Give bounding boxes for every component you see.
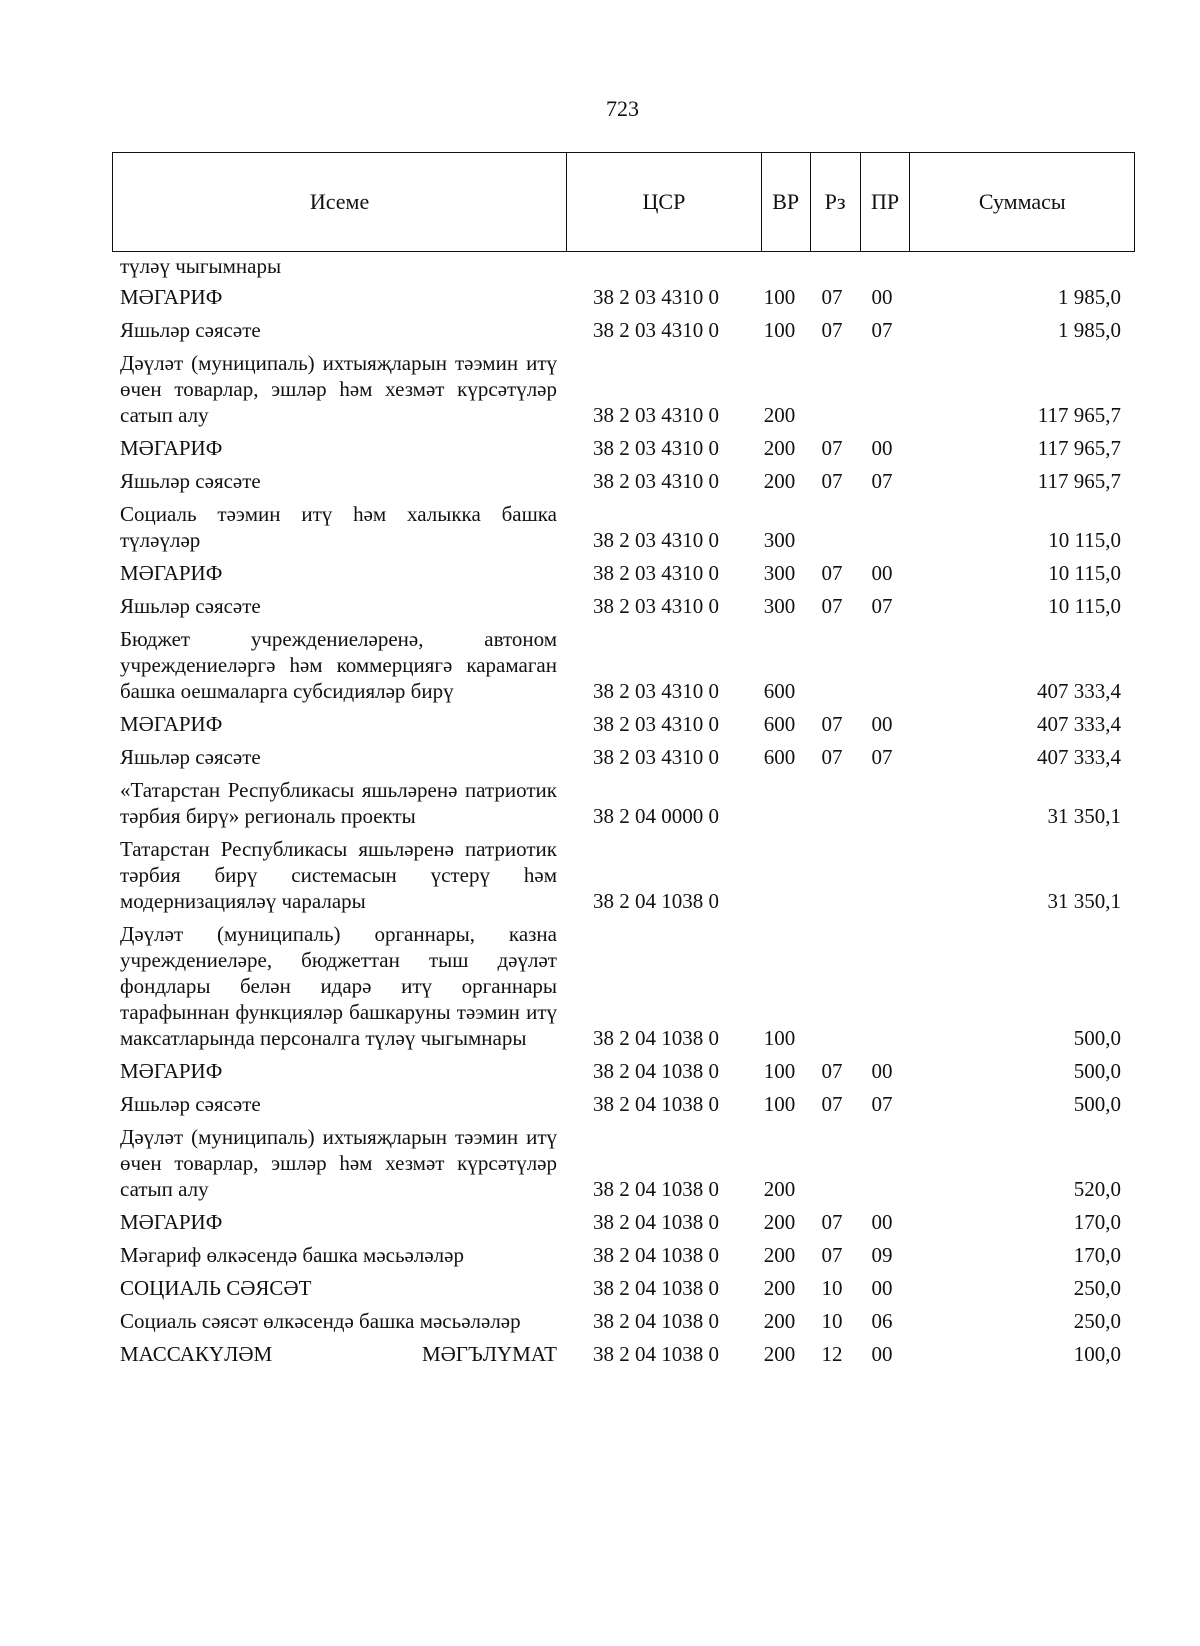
row-sum: 407 333,4 <box>1037 712 1121 736</box>
row-sum: 500,0 <box>1073 1092 1121 1116</box>
row-vr: 200 <box>763 1243 796 1267</box>
row-csr: 38 2 04 1038 0 <box>593 889 719 913</box>
row-sum: 407 333,4 <box>1037 679 1121 703</box>
row-vr: 600 <box>763 712 796 736</box>
row-sum: 1 985,0 <box>1058 318 1121 342</box>
continued-text: түләү чыгымнары <box>120 254 282 278</box>
row-name: Дәүләт (муниципаль) ихтыяҗларын тәэмин итү өчен товарлар, эшләр һәм хезмәт күрсәтүләр сатып алу <box>120 1125 557 1201</box>
row-name: Дәүләт (муниципаль) ихтыяҗларын тәэмин итү өчен товарлар, эшләр һәм хезмәт күрсәтүләр сатып алу <box>120 351 557 427</box>
table-row <box>112 1308 1135 1334</box>
row-csr: 38 2 03 4310 0 <box>593 712 719 736</box>
row-pr: 00 <box>871 712 893 736</box>
row-name: МӘГАРИФ <box>120 285 223 309</box>
row-csr: 38 2 04 1038 0 <box>593 1026 719 1050</box>
row-csr: 38 2 03 4310 0 <box>593 403 719 427</box>
table-row <box>112 1209 1135 1235</box>
row-vr: 600 <box>763 745 796 769</box>
row-vr: 300 <box>763 594 796 618</box>
row-name: Яшьләр сәясәте <box>120 594 261 618</box>
row-pr: 00 <box>871 285 893 309</box>
table-row <box>112 921 1135 1051</box>
row-csr: 38 2 04 1038 0 <box>593 1276 719 1300</box>
row-vr: 200 <box>763 1177 796 1201</box>
row-rz: 07 <box>821 318 843 342</box>
row-pr: 09 <box>871 1243 893 1267</box>
header-vr: ВР <box>762 153 811 251</box>
row-rz: 10 <box>821 1309 843 1333</box>
row-name: Яшьләр сәясәте <box>120 745 261 769</box>
row-sum: 500,0 <box>1073 1026 1121 1050</box>
row-vr: 100 <box>763 318 796 342</box>
row-name: «Татарстан Республикасы яшьләренә патриотик тәрбия бирү» региональ проекты <box>120 778 557 828</box>
row-name: МӘГАРИФ <box>120 436 223 460</box>
table-row <box>112 350 1135 428</box>
row-rz: 10 <box>821 1276 843 1300</box>
table-row <box>112 284 1135 310</box>
row-sum: 117 965,7 <box>1037 436 1121 460</box>
row-csr: 38 2 03 4310 0 <box>593 561 719 585</box>
row-sum: 407 333,4 <box>1037 745 1121 769</box>
row-csr: 38 2 03 4310 0 <box>593 285 719 309</box>
row-pr: 00 <box>871 436 893 460</box>
row-name: МАССАКҮЛӘМ МӘГЪЛҮМАТ <box>120 1342 557 1366</box>
row-name: Татарстан Республикасы яшьләренә патриотик тәрбия бирү системасын үстерү һәм модернизацияләү чаралары <box>120 837 557 913</box>
row-vr: 200 <box>763 436 796 460</box>
row-vr: 100 <box>763 1092 796 1116</box>
row-rz: 07 <box>821 285 843 309</box>
row-vr: 300 <box>763 561 796 585</box>
row-vr: 200 <box>763 469 796 493</box>
row-name: Яшьләр сәясәте <box>120 318 261 342</box>
row-csr: 38 2 04 1038 0 <box>593 1243 719 1267</box>
row-csr: 38 2 04 1038 0 <box>593 1092 719 1116</box>
row-sum: 170,0 <box>1073 1210 1121 1234</box>
row-sum: 31 350,1 <box>1047 804 1121 828</box>
row-name: Мәгариф өлкәсендә башка мәсьәләләр <box>120 1243 464 1267</box>
row-rz: 07 <box>821 1210 843 1234</box>
row-vr: 200 <box>763 1342 796 1366</box>
row-pr: 06 <box>871 1309 893 1333</box>
row-rz: 12 <box>821 1342 843 1366</box>
row-rz: 07 <box>821 436 843 460</box>
row-csr: 38 2 03 4310 0 <box>593 745 719 769</box>
table-row <box>112 836 1135 914</box>
table-row <box>112 1058 1135 1084</box>
row-name: Дәүләт (муниципаль) органнары, казна учреждениеләре, бюджеттан тыш дәүләт фондлары белән идарә итү органнары тарафыннан функцияләр башкаруны тәэмин итү максатларында персоналга түләү чыгымнары <box>120 922 557 1050</box>
table-row <box>112 1275 1135 1301</box>
row-pr: 00 <box>871 561 893 585</box>
row-sum: 100,0 <box>1073 1342 1121 1366</box>
row-csr: 38 2 04 1038 0 <box>593 1210 719 1234</box>
row-name: Яшьләр сәясәте <box>120 1092 261 1116</box>
row-csr: 38 2 03 4310 0 <box>593 528 719 552</box>
row-name: МӘГАРИФ <box>120 712 223 736</box>
row-sum: 1 985,0 <box>1058 285 1121 309</box>
row-rz: 07 <box>821 745 843 769</box>
row-sum: 250,0 <box>1073 1309 1121 1333</box>
row-sum: 170,0 <box>1073 1243 1121 1267</box>
row-csr: 38 2 04 0000 0 <box>593 804 719 828</box>
row-rz: 07 <box>821 1092 843 1116</box>
row-pr: 07 <box>871 745 893 769</box>
table-row <box>112 1124 1135 1202</box>
row-sum: 117 965,7 <box>1037 403 1121 427</box>
row-pr: 00 <box>871 1276 893 1300</box>
row-csr: 38 2 04 1038 0 <box>593 1177 719 1201</box>
row-sum: 10 115,0 <box>1048 528 1121 552</box>
row-sum: 117 965,7 <box>1037 469 1121 493</box>
row-csr: 38 2 04 1038 0 <box>593 1059 719 1083</box>
table-row <box>112 317 1135 343</box>
row-pr: 07 <box>871 594 893 618</box>
table-row <box>112 435 1135 461</box>
row-pr: 00 <box>871 1059 893 1083</box>
row-vr: 200 <box>763 403 796 427</box>
row-name: МӘГАРИФ <box>120 561 223 585</box>
table-row <box>112 744 1135 770</box>
row-vr: 200 <box>763 1309 796 1333</box>
table-row <box>112 777 1135 829</box>
row-pr: 07 <box>871 469 893 493</box>
table-row <box>112 1341 1135 1367</box>
table-header <box>112 152 1135 252</box>
row-pr: 07 <box>871 1092 893 1116</box>
row-vr: 100 <box>763 1059 796 1083</box>
row-name: СОЦИАЛЬ СӘЯСӘТ <box>120 1276 312 1300</box>
header-pr: ПР <box>861 153 911 251</box>
row-name: Социаль тәэмин итү һәм халыкка башка түләүләр <box>120 502 557 552</box>
row-csr: 38 2 04 1038 0 <box>593 1309 719 1333</box>
row-sum: 31 350,1 <box>1047 889 1121 913</box>
row-csr: 38 2 03 4310 0 <box>593 436 719 460</box>
row-sum: 10 115,0 <box>1048 561 1121 585</box>
row-sum: 500,0 <box>1073 1059 1121 1083</box>
table-row <box>112 626 1135 704</box>
budget-table <box>112 152 1135 1374</box>
row-rz: 07 <box>821 712 843 736</box>
page-number: 723 <box>606 96 639 121</box>
table-row <box>112 468 1135 494</box>
row-csr: 38 2 03 4310 0 <box>593 594 719 618</box>
row-vr: 100 <box>763 285 796 309</box>
row-name: Социаль сәясәт өлкәсендә башка мәсьәләләр <box>120 1309 521 1333</box>
table-row <box>112 1242 1135 1268</box>
row-pr: 07 <box>871 318 893 342</box>
table-row <box>112 560 1135 586</box>
row-vr: 200 <box>763 1210 796 1234</box>
row-vr: 100 <box>763 1026 796 1050</box>
row-name: МӘГАРИФ <box>120 1210 223 1234</box>
row-vr: 300 <box>763 528 796 552</box>
row-pr: 00 <box>871 1342 893 1366</box>
row-csr: 38 2 04 1038 0 <box>593 1342 719 1366</box>
row-rz: 07 <box>821 1059 843 1083</box>
row-sum: 250,0 <box>1073 1276 1121 1300</box>
row-rz: 07 <box>821 594 843 618</box>
row-vr: 600 <box>763 679 796 703</box>
header-rz: Рз <box>811 153 861 251</box>
row-csr: 38 2 03 4310 0 <box>593 469 719 493</box>
row-pr: 00 <box>871 1210 893 1234</box>
table-body <box>112 284 1135 1367</box>
table-row <box>112 501 1135 553</box>
row-sum: 520,0 <box>1073 1177 1121 1201</box>
table-row <box>112 1091 1135 1117</box>
table-row <box>112 711 1135 737</box>
header-csr: ЦСР <box>567 153 762 251</box>
row-csr: 38 2 03 4310 0 <box>593 318 719 342</box>
row-csr: 38 2 03 4310 0 <box>593 679 719 703</box>
row-rz: 07 <box>821 561 843 585</box>
row-name: МӘГАРИФ <box>120 1059 223 1083</box>
row-vr: 200 <box>763 1276 796 1300</box>
row-rz: 07 <box>821 1243 843 1267</box>
header-sum: Суммасы <box>978 189 1066 214</box>
header-name: Исеме <box>113 153 567 251</box>
row-name: Яшьләр сәясәте <box>120 469 261 493</box>
row-name: Бюджет учреждениеләренә, автоном учреждениеләргә һәм коммерциягә карамаган башка оешмаларга субсидияләр бирү <box>120 627 557 703</box>
row-rz: 07 <box>821 469 843 493</box>
table-row <box>112 593 1135 619</box>
row-sum: 10 115,0 <box>1048 594 1121 618</box>
